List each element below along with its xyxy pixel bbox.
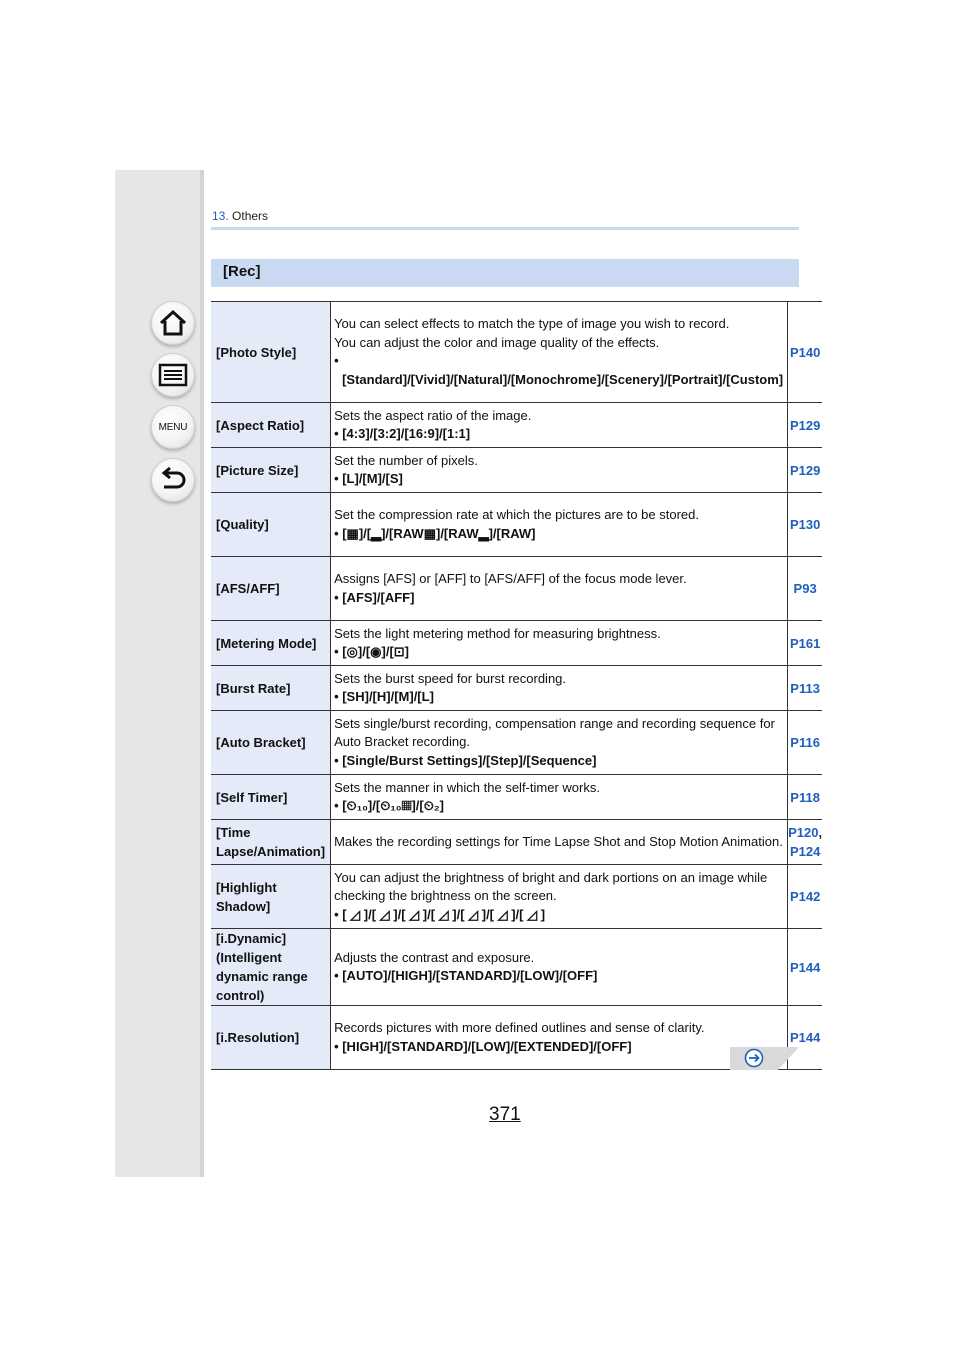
description-text: Assigns [AFS] or [AFF] to [AFS/AFF] of the focus mode lever. bbox=[334, 571, 687, 586]
setting-options: • [◎]/[◉]/[⊡] bbox=[334, 644, 410, 659]
table-row bbox=[211, 621, 822, 666]
page-reference-link[interactable]: P161 bbox=[789, 635, 821, 651]
setting-name: [Burst Rate] bbox=[211, 666, 331, 711]
page-reference-cell bbox=[788, 775, 823, 820]
return-icon bbox=[158, 467, 188, 493]
chapter-title: Others bbox=[232, 209, 269, 223]
table-row bbox=[211, 865, 822, 929]
page-reference-cell bbox=[788, 711, 823, 775]
setting-name: [Time Lapse/Animation] bbox=[211, 820, 331, 865]
setting-options: • [AFS]/[AFF] bbox=[334, 589, 415, 605]
page-reference-link[interactable]: P129 bbox=[789, 417, 821, 433]
table-row bbox=[211, 493, 822, 557]
table-row bbox=[211, 448, 822, 493]
setting-description bbox=[331, 820, 788, 865]
page-reference-link[interactable]: P120 bbox=[788, 825, 819, 840]
page-reference-link[interactable]: P124 bbox=[789, 844, 821, 859]
page-reference-link[interactable]: P129 bbox=[789, 462, 821, 478]
description-text: Set the compression rate at which the pictures are to be stored. bbox=[334, 507, 699, 522]
description-text: Adjusts the contrast and exposure. bbox=[334, 949, 535, 965]
description-text: Records pictures with more defined outlines and sense of clarity. bbox=[334, 1020, 705, 1035]
table-row bbox=[211, 302, 822, 403]
page-reference-cell bbox=[788, 448, 823, 493]
description-text: Sets the burst speed for burst recording. bbox=[334, 670, 567, 686]
page-reference-cell bbox=[788, 929, 823, 1006]
setting-options: • [AUTO]/[HIGH]/[STANDARD]/[LOW]/[OFF] bbox=[334, 968, 598, 983]
page-reference-link[interactable]: P118 bbox=[790, 789, 820, 805]
page-reference-link[interactable]: P113 bbox=[790, 680, 820, 696]
page-reference-cell bbox=[788, 302, 823, 403]
page-reference-link[interactable]: P140 bbox=[789, 344, 821, 360]
page-reference-link[interactable]: P142 bbox=[789, 889, 821, 904]
setting-name: [Picture Size] bbox=[211, 448, 331, 493]
table-row bbox=[211, 557, 822, 621]
table-row bbox=[211, 403, 822, 448]
page-reference-link[interactable]: P130 bbox=[789, 517, 821, 532]
next-page-tab bbox=[730, 1047, 799, 1070]
description-text: Sets the light metering method for measuring brightness. bbox=[334, 625, 661, 641]
setting-options: • [L]/[M]/[S] bbox=[334, 471, 403, 486]
contents-button[interactable] bbox=[151, 353, 195, 397]
settings-table bbox=[211, 301, 822, 1070]
contents-list-icon bbox=[158, 363, 188, 387]
page-reference-link[interactable]: P144 bbox=[789, 1030, 821, 1045]
setting-name: [Photo Style] bbox=[211, 302, 331, 403]
setting-description bbox=[331, 493, 788, 557]
menu-label: MENU bbox=[158, 421, 188, 433]
page-reference-link[interactable]: P144 bbox=[789, 959, 821, 975]
setting-name: [Auto Bracket] bbox=[211, 711, 331, 775]
description-text: Sets the manner in which the self-timer works. bbox=[334, 779, 600, 795]
setting-name: [AFS/AFF] bbox=[211, 557, 331, 621]
header-rule bbox=[211, 227, 799, 230]
setting-description bbox=[331, 865, 788, 929]
setting-name: [Highlight Shadow] bbox=[211, 865, 331, 929]
setting-options: • [Single/Burst Settings]/[Step]/[Sequence] bbox=[334, 752, 597, 768]
setting-description bbox=[331, 621, 788, 666]
table-row bbox=[211, 711, 822, 775]
setting-description bbox=[331, 1006, 788, 1070]
page-number: 371 bbox=[489, 1104, 521, 1125]
table-row bbox=[211, 929, 822, 1006]
back-button[interactable] bbox=[151, 458, 195, 502]
table-row bbox=[211, 775, 822, 820]
section-title: [Rec] bbox=[211, 259, 799, 287]
setting-description bbox=[331, 711, 788, 775]
home-icon bbox=[158, 309, 188, 337]
description-text: Set the number of pixels. bbox=[334, 452, 478, 468]
setting-name: [Metering Mode] bbox=[211, 621, 331, 666]
page-reference-cell bbox=[788, 557, 823, 621]
setting-name: [Self Timer] bbox=[211, 775, 331, 820]
settings-table-body bbox=[211, 302, 822, 1070]
page-reference-cell bbox=[788, 621, 823, 666]
page-reference-cell bbox=[788, 403, 823, 448]
description-text: Sets the aspect ratio of the image. bbox=[334, 407, 532, 423]
sidebar-edge bbox=[200, 170, 204, 1177]
setting-description bbox=[331, 666, 788, 711]
chapter-number: 13. bbox=[212, 209, 229, 223]
next-arrow-icon bbox=[744, 1048, 764, 1068]
next-page-button[interactable] bbox=[730, 1047, 799, 1070]
page-reference-link[interactable]: P93 bbox=[793, 581, 817, 596]
page-reference-cell bbox=[788, 493, 823, 557]
description-text: You can select effects to match the type of image you wish to record. bbox=[334, 316, 730, 331]
page-reference-cell bbox=[788, 666, 823, 711]
description-text: You can adjust the color and image quality of the effects. bbox=[334, 334, 660, 350]
setting-name: [Quality] bbox=[211, 493, 331, 557]
setting-options: • [▦]/[▂]/[RAW▦]/[RAW▂]/[RAW] bbox=[334, 525, 536, 541]
setting-name: [Aspect Ratio] bbox=[211, 403, 331, 448]
chapter-header bbox=[212, 209, 268, 223]
setting-description bbox=[331, 448, 788, 493]
setting-options: • [HIGH]/[STANDARD]/[LOW]/[EXTENDED]/[OFF] bbox=[334, 1038, 632, 1054]
setting-options: • [SH]/[H]/[M]/[L] bbox=[334, 689, 434, 704]
table-row bbox=[211, 666, 822, 711]
setting-name: [i.Resolution] bbox=[211, 1006, 331, 1070]
description-text: Sets single/burst recording, compensation range and recording sequence for Auto Bracket recording. bbox=[334, 715, 775, 750]
setting-description bbox=[331, 929, 788, 1006]
reference-separator: , bbox=[818, 825, 823, 840]
page-reference-link[interactable]: P116 bbox=[790, 735, 820, 750]
setting-options: • [4:3]/[3:2]/[16:9]/[1:1] bbox=[334, 426, 471, 441]
table-row bbox=[211, 820, 822, 865]
menu-button[interactable] bbox=[151, 405, 195, 449]
setting-options: • [Standard]/[Vivid]/[Natural]/[Monochrome]/[Scenery]/[Portrait]/[Custom] bbox=[334, 353, 784, 387]
setting-description bbox=[331, 403, 788, 448]
home-button[interactable] bbox=[151, 301, 195, 345]
setting-options: • [⏲₁₀]/[⏲₁₀▦]/[⏲₂] bbox=[334, 798, 444, 813]
setting-description bbox=[331, 557, 788, 621]
setting-name: [i.Dynamic] (Intelligent dynamic range control) bbox=[211, 929, 331, 1006]
description-text: Makes the recording settings for Time Lapse Shot and Stop Motion Animation. bbox=[334, 833, 783, 849]
page-reference-cell bbox=[788, 865, 823, 929]
setting-description bbox=[331, 302, 788, 403]
setting-options: • [ ◿ ]/[ ◿ ]/[ ◿ ]/[ ◿ ]/[ ◿ ]/[ ◿ ]/[ ◿ ] bbox=[334, 906, 546, 922]
page-reference-cell bbox=[788, 820, 823, 865]
setting-description bbox=[331, 775, 788, 820]
description-text: You can adjust the brightness of bright and dark portions on an image while checking the brightness on the screen. bbox=[334, 869, 768, 904]
